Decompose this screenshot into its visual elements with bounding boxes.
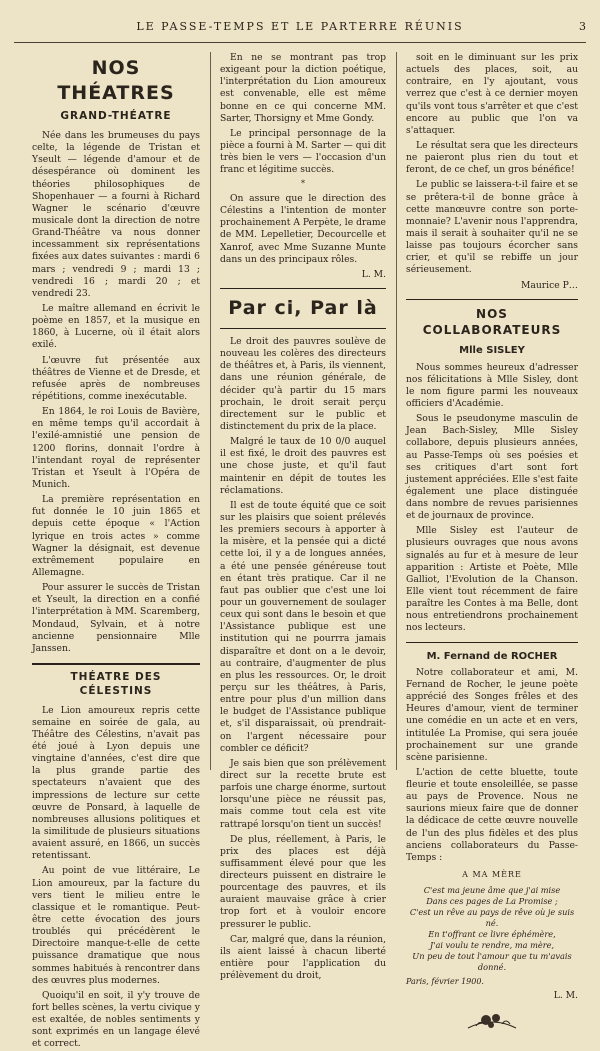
paragraph: soit en le diminuant sur les prix actuels des places, soit, au contraire, en l'y ajoutant, vous verrez que c'est à ce dernier moyen qu'ils vont tous s'arrêter et que c'est encore au public que l'on va s'attaquer.	[406, 52, 578, 136]
poem-line: C'est ma jeune âme que j'ai mise	[423, 884, 561, 895]
paragraph: L'action de cette bluette, toute fleurie et toute ensoleillée, se passe au pays de Provence. Nous ne saurions mieux faire que de donner la dédicace de cette œuvre nouvelle de l'un des plus fidèles et des plus anciens collaborateurs du Passe-Temps :	[406, 766, 578, 863]
paragraph: Mlle Sisley est l'auteur de plusieurs ouvrages que nous avons signalés au fur et à mesure de leur apparition : Artiste et Poète, Mlle Galliot, l'Evolution de la Chanson. Elle vient tout récemment de faire paraître les Contes à ma Belle, dont nous entretiendrons prochainement nos lecteurs.	[406, 525, 578, 634]
column-2	[220, 52, 386, 982]
poem-line: C'est un rêve au pays de rêve où je suis né.	[409, 906, 575, 928]
paragraph: En 1864, le roi Louis de Bavière, en même temps qu'il accordait à l'exilé-amnistié une pension de 1200 florins, donnait l'ordre à l'intendant royal de représenter Tristan et Yseult à l'Opéra de Munich.	[32, 406, 200, 490]
divider	[406, 299, 578, 300]
column-rule-2	[396, 52, 397, 770]
paragraph: Au point de vue littéraire, Le Lion amoureux, par la facture du vers tient le milieu entre le classique et le romantique. Peut-être cette évocation des jours troublés qui précédèrent le Directoire manque-t-elle de cette puissance dramatique que nous sommes habitués à rencontrer dans des œuvres plus modernes.	[32, 865, 200, 986]
paragraph: La première représentation en fut donnée le 10 juin 1865 et depuis cette époque « l'Action lyrique en trois actes » comme Wagner la désignait, est devenue extrêmement populaire en Allemagne.	[32, 494, 200, 578]
paragraph: L'œuvre fut présentée aux théâtres de Vienne et de Dresde, et refusée après de nombreuses répétitions, comme inexécutable.	[32, 354, 200, 402]
signature: L. M.	[361, 268, 386, 280]
paragraph: Sous le pseudonyme masculin de Jean Bach-Sisley, Mlle Sisley collabore, depuis plusieurs années, au Passe-Temps où ses poésies et ses critiques d'art sont fort justement appréciées. Elle s'est faite également une place distinguée dans nombre de revues parisiennes et de journaux de province.	[406, 413, 578, 522]
paragraph: Le Lion amoureux repris cette semaine en soirée de gala, au Théâtre des Célestins, n'avait pas été joué à Lyon depuis une vingtaine d'années, c'est dire que la plus grande partie des spectateurs n'avaient que des impressions de lecture sur cette œuvre de Ponsard, à laquelle de nombreuses allusions politiques et la similitude de plusieurs situations avaient assuré, en 1866, un succès retentissant.	[32, 704, 200, 862]
paragraph: De plus, réellement, à Paris, le prix des places est déjà suffisamment élevé pour que les directeurs puissent en distraire le pourcentage des pauvres, et ils auraient mauvaise grâce à crier trop fort et à vouloir encore pressurer le public.	[220, 833, 386, 930]
paragraph: Malgré le taux de 10 0/0 auquel il est fixé, le droit des pauvres est une chose juste, et qu'il faut maintenir en dépit de toutes les réclamations.	[220, 436, 386, 496]
sisley-subtitle: Mlle SISLEY	[459, 345, 525, 357]
column-1	[32, 52, 200, 1050]
paragraph: Le résultat sera que les directeurs ne paieront plus rien du tout et feront, de ce chef, un gros bénéfice!	[406, 139, 578, 176]
paragraph: En ne se montrant pas trop exigeant pour la diction poétique, l'interprétation du Lion amoureux est convenable, elle est même bonne en ce qui concerne MM. Sarter, Thorsigny et Mme Gondy.	[220, 52, 386, 124]
nos-theatres-title: NOS THÉATRES	[57, 57, 175, 105]
paragraph: On assure que le direction des Célestins a l'intention de monter prochainement A Perpète, le drame de MM. Lepelletier, Decourcelle et Xanrof, avec Mme Suzanne Munte dans un des principaux rôles.	[220, 192, 386, 265]
poem-signature: L. M.	[553, 989, 578, 1001]
page-header	[14, 8, 586, 43]
column-3	[406, 52, 578, 1001]
celestins-title: THÉATRE DES CÉLESTINS	[32, 663, 200, 699]
paragraph: Le maître allemand en écrivit le poème en 1857, et la musique en 1860, à Lucerne, où il était alors exilé.	[32, 302, 200, 351]
poem-line: J'ai voulu te rendre, ma mère,	[429, 939, 555, 950]
paragraph: Née dans les brumeuses du pays celte, la légende de Tristan et Yseult — légende d'amour et de désespérance où dominent les théories philosophiques de Shopenhauer — a fourni à Richard Wagner le scénario d'œuvre musicale dont la direction de notre Grand-Théâtre va nous donner incessamment six représentations fixées aux dates suivantes : mardi 6 mars ; vendredi 9 ; mardi 13 ; vendredi 16 ; mardi 20 ; et vendredi 23.	[32, 130, 200, 299]
poem-line: En t'offrant ce livre éphémère,	[428, 928, 556, 939]
poem-line: Un peu de tout l'amour que tu m'avais donné.	[412, 950, 572, 973]
nos-collaborateurs-title: NOS COLLABORATEURS	[422, 306, 562, 337]
paragraph: Quoiqu'il en soit, il y'y trouve de fort belles scènes, la vertu civique y est exaltée, de nobles sentiments y sont exprimés en un langage élevé et correct.	[32, 989, 200, 1050]
poem-date: Paris, février 1900.	[406, 977, 484, 987]
newspaper-page	[14, 8, 586, 1050]
divider	[220, 328, 386, 329]
column-rule-1	[210, 52, 211, 770]
divider	[406, 642, 578, 643]
flower-ornament-icon	[406, 1008, 578, 1041]
paragraph: Le public se laissera-t-il faire et se se prêtera-t-il de bonne grâce à cette manœuvre contre son porte-monnaie? L'avenir nous l'apprendra, mais il serait à souhaiter qu'il ne se laisse pas toujours écorcher sans crier, et qu'il se rebiffe un jour sérieusement.	[406, 179, 578, 276]
par-ci-par-la-title: Par ci, Par là	[228, 296, 378, 319]
paragraph: Il est de toute équité que ce soit sur les plaisirs que soient prélevés les premiers secours à apporter à la misère, et la pensée qui a dicté cette loi, il y a de longues années, a été une pensée généreuse tout en étant très pratique. Car il ne faut pas oublier que c'est une loi pour un gouvernement de soulager ceux qui sont dans le besoin et que l'Assistance publique est une institution qui ne pourrra jamais disparaître et dont on a le devoir, au contraire, d'augmenter de plus en plus les ressources. Or, le droit perçu sur les théâtres, à Paris, entre pour plus d'un million dans le budget de l'Assistance publique et, s'il disparaissait, où prendrait-on l'argent nécessaire pour combler ce déficit?	[220, 499, 386, 754]
signature: Maurice P…	[520, 279, 578, 291]
page-number: 3	[579, 20, 586, 33]
poem	[406, 885, 578, 974]
poem-line: Dans ces pages de La Promise ;	[426, 895, 558, 906]
divider	[220, 288, 386, 289]
grand-theatre-title: GRAND-THÉATRE	[60, 110, 172, 123]
paragraph: Le droit des pauvres soulève de nouveau les colères des directeurs de théâtres et, à Paris, ils viennent, dans une réunion générale, de décider qu'à partir du 15 mars prochain, le droit serait perçu directement sur le public et distinctement du prix de la place.	[220, 336, 386, 432]
paragraph: Car, malgré que, dans la réunion, ils aient laissé à chacun liberté entière pour l'application du prélèvement du droit,	[220, 933, 386, 982]
asterisk-separator: *	[301, 179, 305, 189]
poem-title: A MA MÈRE	[462, 870, 522, 880]
paragraph: Notre collaborateur et ami, M. Fernand de Rocher, le jeune poète apprécié des Songes frêles et des Heures d'amour, vient de terminer une comédie en un acte et en vers, intitulée La Promise, qui sera jouée prochainement sur une grande scène parisienne.	[406, 666, 578, 763]
paragraph: Nous sommes heureux d'adresser nos félicitations à Mlle Sisley, dont le nom figure parmi les nouveaux officiers d'Académie.	[406, 361, 578, 409]
paragraph: Le principal personnage de la pièce a fourni à M. Sarter — qui dit très bien le vers — l'occasion d'un franc et légitime succès.	[220, 127, 386, 176]
running-title: LE PASSE-TEMPS ET LE PARTERRE RÉUNIS	[136, 20, 464, 33]
paragraph: Pour assurer le succès de Tristan et Yseult, la direction en a confié l'interprétation à MM. Scaremberg, Mondaud, Sylvain, et à notre ancienne pensionnaire Mlle Janssen.	[32, 582, 200, 654]
rocher-subtitle: M. Fernand de ROCHER	[426, 650, 558, 662]
paragraph: Je sais bien que son prélèvement direct sur la recette brute est parfois une charge énorme, surtout lorsqu'une pièce ne réussit pas, mais comme tout cela est vite rattrapé lorsqu'on tient un succès!	[220, 757, 386, 830]
